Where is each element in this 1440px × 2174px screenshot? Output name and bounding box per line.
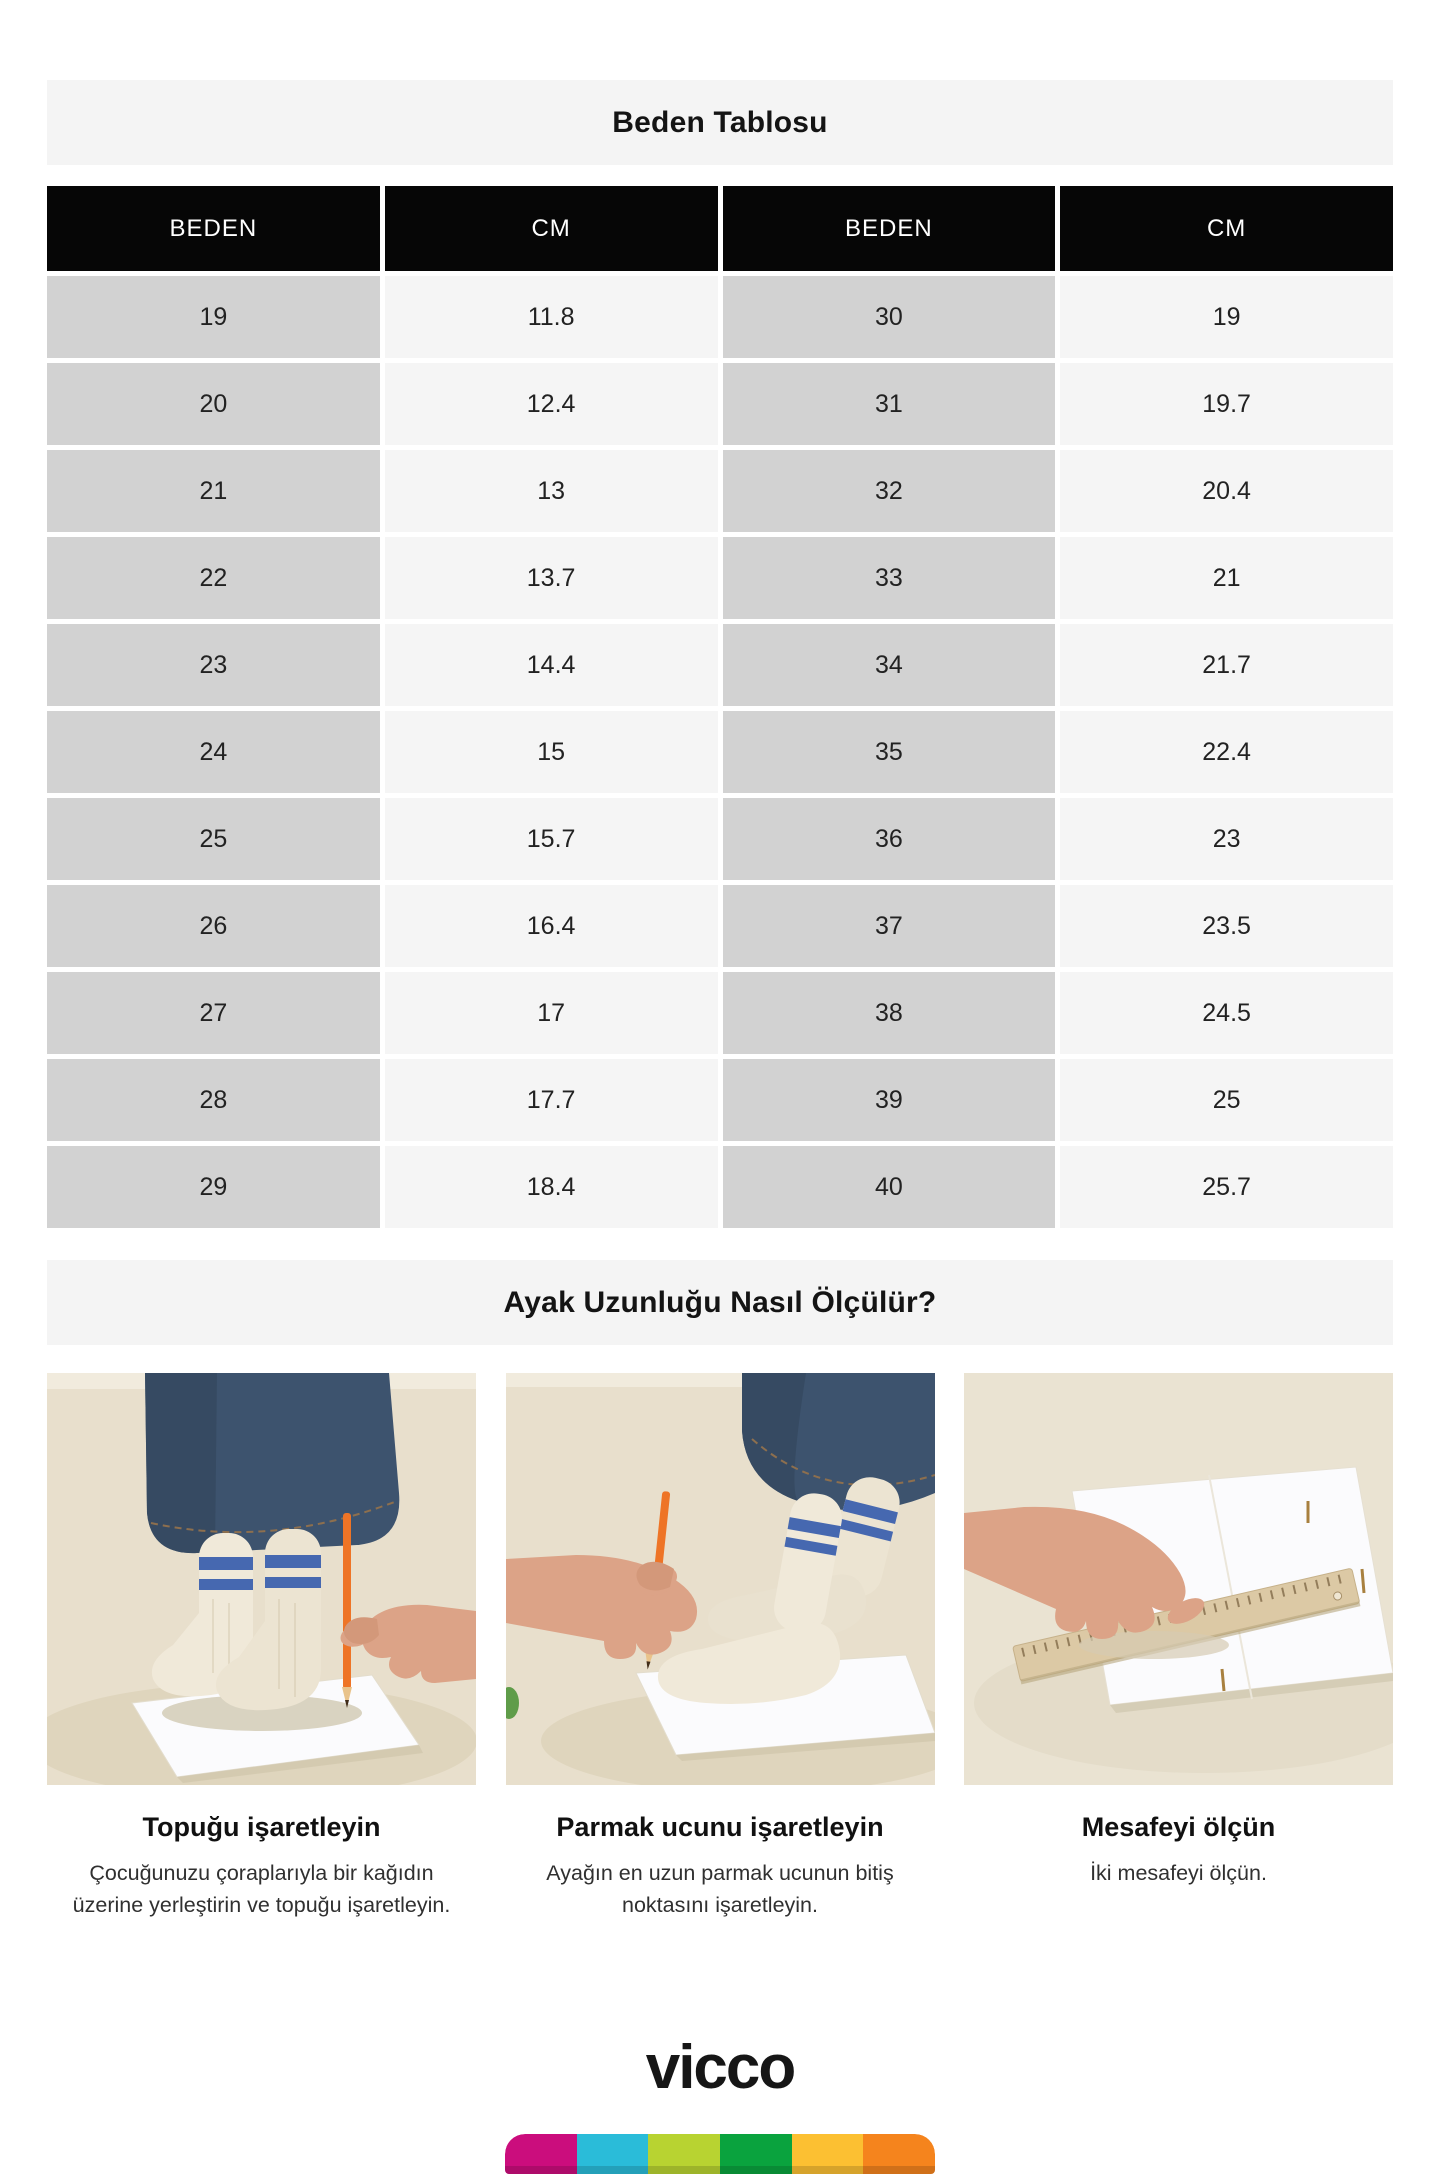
howto-title [47,1260,1393,1345]
cm-cell: 25 [1060,1059,1393,1141]
size-cell: 24 [47,711,380,793]
size-cell: 20 [47,363,380,445]
size-cell: 35 [723,711,1056,793]
colorbar-segment [505,2134,577,2174]
cm-cell: 22.4 [1060,711,1393,793]
size-cell: 25 [47,798,380,880]
size-cell: 21 [47,450,380,532]
size-cell: 19 [47,276,380,358]
mark-heel-photo [47,1373,476,1785]
table-header-beden-right: BEDEN [723,186,1056,271]
howto-title-text: Ayak Uzunluğu Nasıl Ölçülür? [503,1285,937,1319]
size-cell: 27 [47,972,380,1054]
table-header-beden-left: BEDEN [47,186,380,271]
table-header-cm-left: CM [385,186,718,271]
instruction-mark-toe [506,1373,935,1921]
instruction-text: Ayağın en uzun parmak ucunun bitiş noktasını işaretleyin. [546,1860,894,1917]
cm-cell: 17.7 [385,1059,718,1141]
cm-cell: 21.7 [1060,624,1393,706]
size-cell: 34 [723,624,1056,706]
cm-cell: 24.5 [1060,972,1393,1054]
cm-cell: 14.4 [385,624,718,706]
colorbar-segment [577,2134,649,2174]
cm-cell: 13.7 [385,537,718,619]
cm-cell: 11.8 [385,276,718,358]
size-cell: 33 [723,537,1056,619]
size-cell: 37 [723,885,1056,967]
size-cell: 39 [723,1059,1056,1141]
size-cell: 30 [723,276,1056,358]
mark-toe-photo [506,1373,935,1785]
size-cell: 29 [47,1146,380,1228]
cm-cell: 16.4 [385,885,718,967]
instruction-text: İki mesafeyi ölçün. [1090,1860,1267,1885]
cm-cell: 21 [1060,537,1393,619]
size-cell: 23 [47,624,380,706]
measure-distance-photo [964,1373,1393,1785]
size-cell: 22 [47,537,380,619]
size-table [47,186,1393,1228]
instruction-measure [964,1373,1393,1921]
size-cell: 28 [47,1059,380,1141]
instruction-title: Mesafeyi ölçün [1081,1812,1276,1842]
cm-cell: 20.4 [1060,450,1393,532]
table-header-cm-right: CM [1060,186,1393,271]
cm-cell: 23.5 [1060,885,1393,967]
footer [0,2028,1440,2174]
cm-cell: 19.7 [1060,363,1393,445]
colorbar-segment [792,2134,864,2174]
brand-colorbar [505,2134,935,2174]
size-cell: 26 [47,885,380,967]
size-chart-title [47,80,1393,165]
size-cell: 36 [723,798,1056,880]
instruction-title: Parmak ucunu işaretleyin [556,1812,884,1842]
vicco-logo: vicco [645,2033,795,2102]
instruction-text: Çocuğunuzu çoraplarıyla bir kağıdın üzerine yerleştirin ve topuğu işaretleyin. [72,1860,451,1917]
size-cell: 38 [723,972,1056,1054]
cm-cell: 23 [1060,798,1393,880]
cm-cell: 12.4 [385,363,718,445]
size-cell: 31 [723,363,1056,445]
instruction-title: Topuğu işaretleyin [142,1812,381,1842]
cm-cell: 15 [385,711,718,793]
colorbar-segment [648,2134,720,2174]
instruction-mark-heel [47,1373,476,1921]
size-chart-title-text: Beden Tablosu [612,105,828,139]
colorbar-segment [863,2134,935,2174]
cm-cell: 13 [385,450,718,532]
size-cell: 40 [723,1146,1056,1228]
size-cell: 32 [723,450,1056,532]
cm-cell: 15.7 [385,798,718,880]
instructions-row [47,1373,1393,1921]
cm-cell: 18.4 [385,1146,718,1228]
cm-cell: 19 [1060,276,1393,358]
orange-pencil [342,1513,352,1708]
cm-cell: 25.7 [1060,1146,1393,1228]
cm-cell: 17 [385,972,718,1054]
colorbar-segment [720,2134,792,2174]
